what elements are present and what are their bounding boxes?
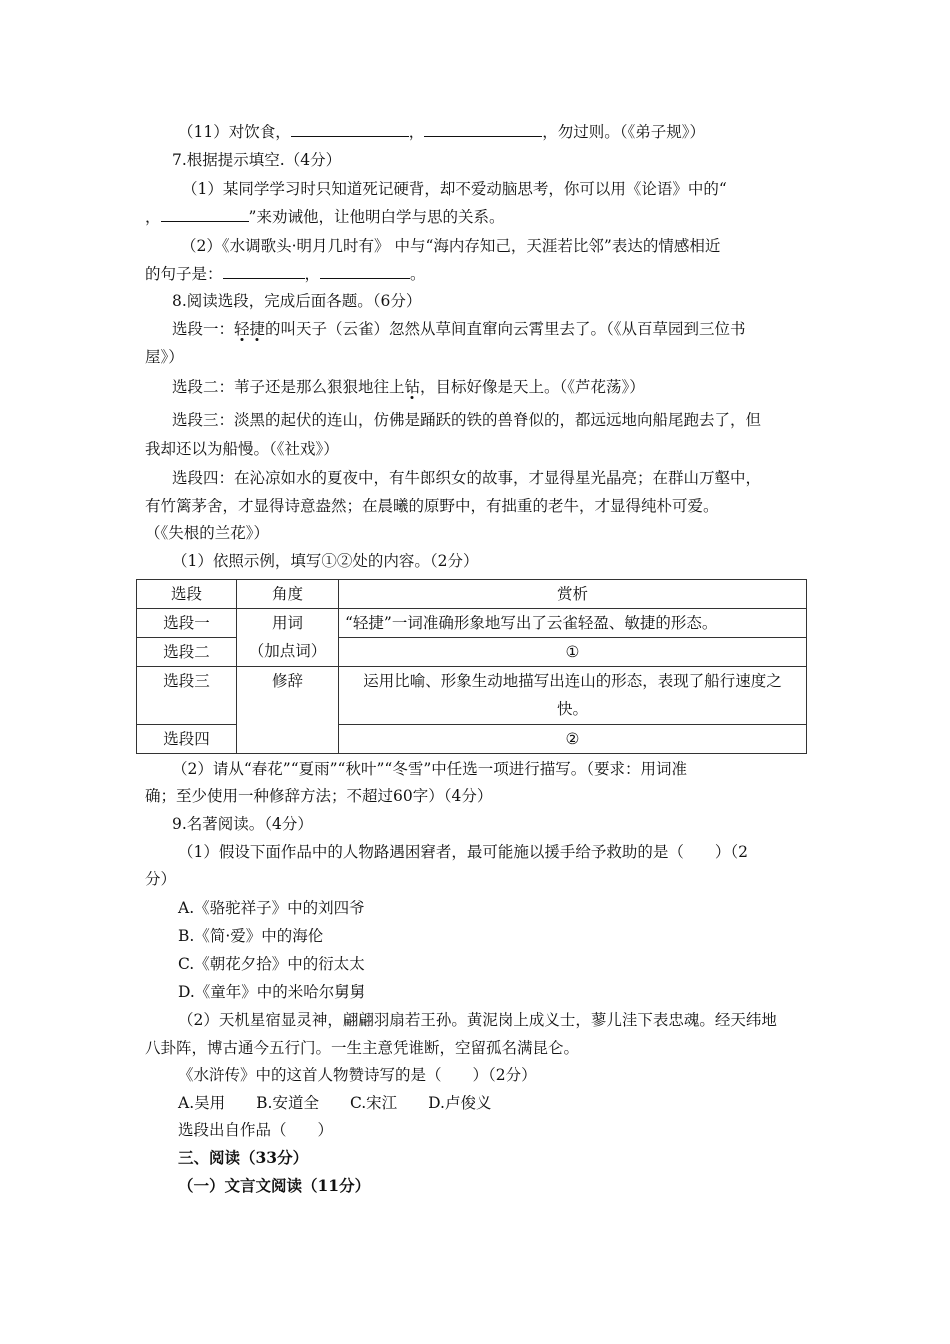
dotted-char: 捷	[249, 320, 266, 338]
q9-title: 9.名著阅读。（4分）	[172, 815, 313, 833]
q8-s4-line1: 选段四：在沁凉如水的夏夜中，有牛郎织女的故事，才显得星光晶亮；在群山万壑中，	[172, 469, 762, 487]
q9-p2-options[interactable]: A.吴用 B.安道全 C.宋江 D.卢俊义	[178, 1094, 492, 1112]
header-angle: 角度	[237, 580, 339, 609]
q11-lead: （11）对饮食，	[178, 123, 291, 141]
cell-angle-word	[237, 609, 339, 667]
section-3-title: 三、阅读（33分）	[178, 1148, 309, 1167]
option-d[interactable]: D.《童年》中的米哈尔舅舅	[178, 983, 366, 1001]
s2-text-b: ，目标好像是天上。（《芦花荡》）	[420, 378, 645, 396]
s2-text-a: 选段二：苇子还是那么狠狠地往上	[172, 378, 405, 396]
option-c[interactable]: C.《朝花夕拾》中的衍太太	[178, 955, 365, 973]
cell-seg: 选段四	[137, 725, 237, 754]
q8-s2-line	[172, 373, 645, 401]
cell-seg: 选段一	[137, 609, 237, 638]
q7-p1-tail: ”来劝诫他，让他明白学与思的关系。	[248, 208, 505, 226]
q11-blank-2[interactable]	[424, 118, 542, 137]
q7-p2-tail: 。	[410, 265, 426, 283]
q11-blank-1[interactable]	[291, 118, 409, 137]
analysis-line: 快。	[556, 700, 588, 718]
cell-angle-rhetoric: 修辞	[237, 667, 339, 754]
answer-cell-2[interactable]: ②	[339, 725, 807, 754]
q7-p1-line1: （1）某同学学习时只知道死记硬背，却不爱动脑思考，你可以用《论语》中的“	[182, 180, 727, 198]
q8-s3-line1: 选段三：淡黑的起伏的连山，仿佛是踊跃的铁的兽脊似的，都远远地向船尾跑去了，但	[172, 411, 762, 429]
table-header-row	[137, 580, 807, 609]
q9-p2-line2: 八卦阵，博古通今五行门。一生主意凭谁断，空留孤名满昆仑。	[145, 1039, 580, 1057]
q7-p2-line1: （2）《水调歌头·明月几时有》 中与“海内存知己，天涯若比邻”表达的情感相近	[181, 237, 721, 255]
q8-sub2-line2: 确；至少使用一种修辞方法；不超过60字）（4分）	[145, 787, 493, 805]
q7-p1-line2	[145, 203, 504, 231]
answer-cell-1[interactable]: ①	[339, 638, 807, 667]
q11-mid: ，	[408, 123, 425, 141]
q8-s1-line1	[172, 315, 746, 343]
table-row	[137, 609, 807, 638]
section-3-sub: （一）文言文阅读（11分）	[178, 1176, 371, 1195]
table-row	[137, 667, 807, 725]
q8-s4-line2: 有竹篱茅舍，才显得诗意盎然；在晨曦的原野中，有拙重的老牛，才显得纯朴可爱。	[145, 497, 719, 515]
cell-seg: 选段三	[137, 667, 237, 725]
q8-s1-line2: 屋》）	[145, 348, 184, 366]
q11-tail: ，勿过则。（《弟子规》）	[542, 123, 706, 141]
q11-line	[178, 118, 705, 146]
q7-p2-blank-2[interactable]	[320, 260, 410, 279]
q9-p2-line1: （2）天机星宿显灵神，翩翩羽扇若王孙。黄泥岗上成义士，蓼儿洼下表忠魂。经天纬地	[178, 1011, 777, 1029]
option-a[interactable]: A.《骆驼祥子》中的刘四爷	[178, 899, 365, 917]
s1-text: 的叫天子（云雀）忽然从草间直窜向云霄里去了。（《从百草园到三位书	[265, 320, 746, 338]
q9-source: 选段出自作品（ ）	[178, 1121, 334, 1139]
q7-p2-line2	[145, 260, 426, 288]
q7-title: 7.根据提示填空.（4分）	[172, 151, 342, 169]
q9-p1-line1: （1）假设下面作品中的人物路遇困窘者，最可能施以援手给予救助的是（ ）（2	[178, 843, 748, 861]
q7-p2-mid: ，	[304, 265, 321, 283]
header-seg: 选段	[137, 580, 237, 609]
q8-title: 8.阅读选段，完成后面各题。（6分）	[172, 292, 422, 310]
analysis-table	[136, 579, 807, 754]
analysis-line: 运用比喻、形象生动地描写出连山的形态，表现了船行速度之	[363, 672, 782, 690]
s1-label: 选段一：	[172, 320, 235, 338]
angle-word-label: 用词	[271, 614, 303, 632]
angle-dotted-label: （加点词）	[248, 642, 327, 660]
q7-p2-lead: 的句子是：	[145, 265, 223, 283]
q8-s3-line2: 我却还以为船慢。（《社戏》）	[145, 440, 339, 458]
q8-sub1: （1）依照示例，填写①②处的内容。（2分）	[172, 552, 479, 570]
header-analysis: 赏析	[339, 580, 807, 609]
dotted-char: 钻	[404, 378, 421, 396]
q7-p1-lead: ，	[145, 208, 161, 226]
q8-sub2-line1: （2）请从“春花”“夏雨”“秋叶”“冬雪”中任选一项进行描写。（要求：用词准	[172, 760, 688, 778]
cell-analysis	[339, 667, 807, 725]
q8-s4-line3: （《失根的兰花》）	[145, 524, 270, 542]
q7-p2-blank-1[interactable]	[223, 260, 305, 279]
cell-seg: 选段二	[137, 638, 237, 667]
cell-analysis: “轻捷”一词准确形象地写出了云雀轻盈、敏捷的形态。	[339, 609, 807, 638]
option-b[interactable]: B.《简·爱》中的海伦	[178, 927, 324, 945]
q9-p2-question: 《水浒传》中的这首人物赞诗写的是（ ）（2分）	[178, 1066, 537, 1084]
q9-p1-line2: 分）	[145, 870, 177, 888]
dotted-char: 轻	[234, 320, 250, 338]
q7-p1-blank[interactable]	[161, 203, 249, 222]
